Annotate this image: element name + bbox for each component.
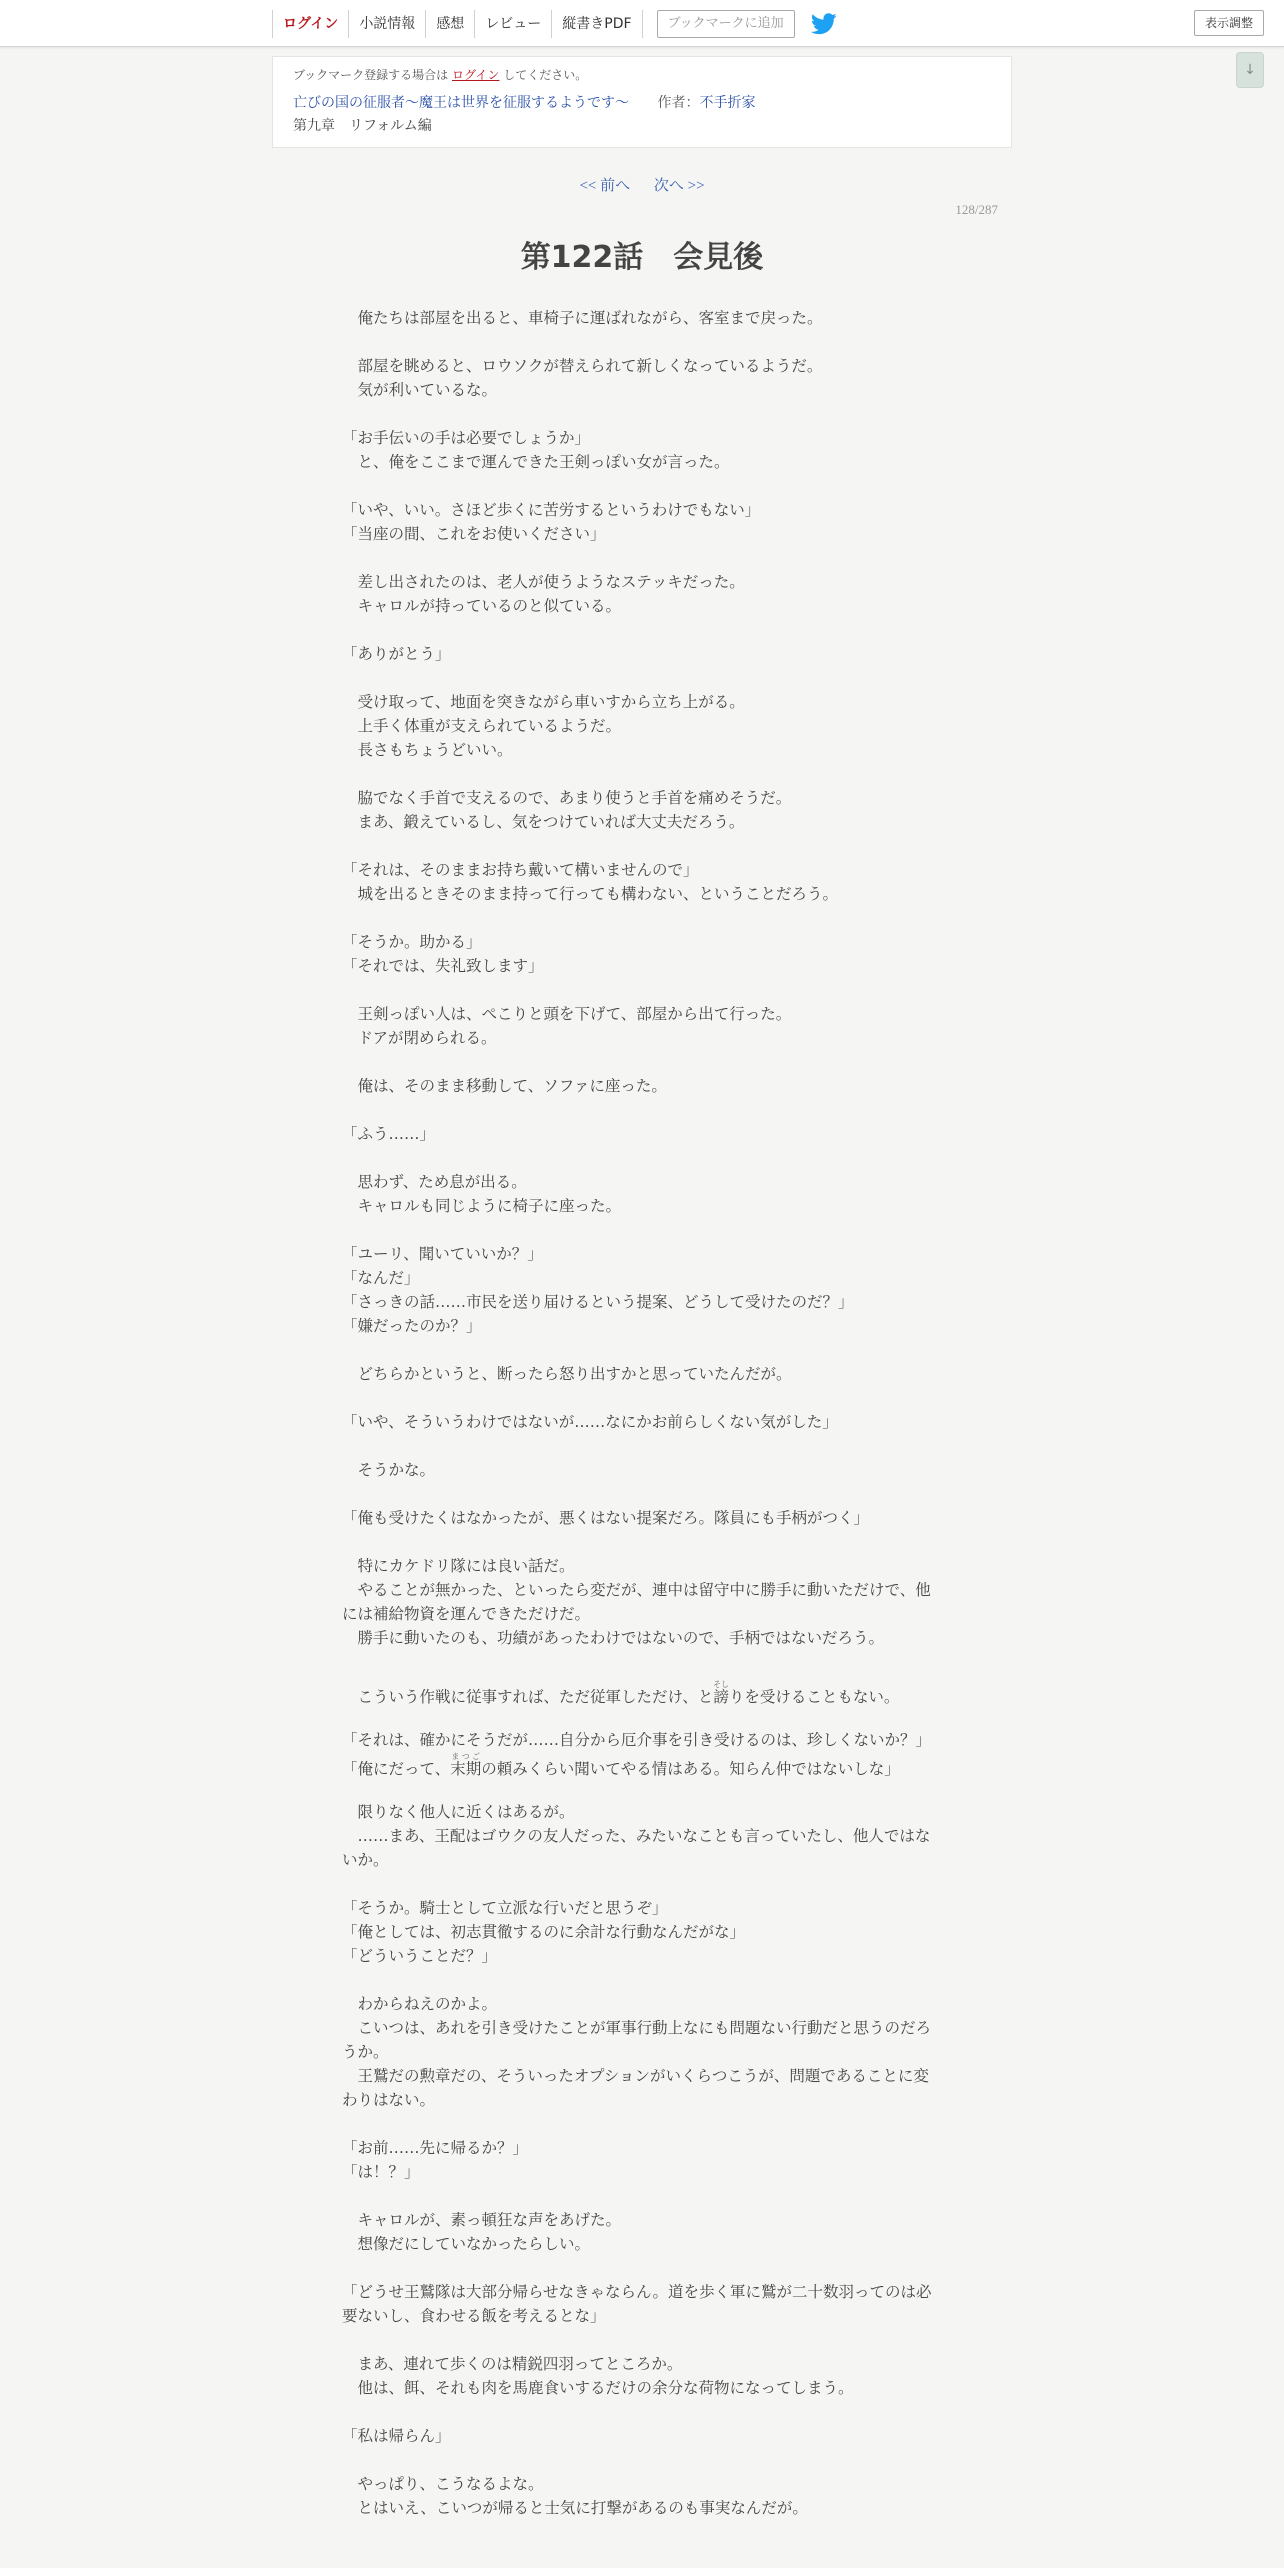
- body-line: 「俺としては、初志貫徹するのに余計な行動なんだがな」: [342, 1923, 746, 1941]
- nav-novel-info-link[interactable]: 小説情報: [348, 10, 425, 38]
- main-nav: [272, 10, 837, 38]
- body-line: 俺たちは部屋を出ると、車椅子に運ばれながら、客室まで戻った。: [342, 309, 823, 327]
- blank-line: [342, 402, 942, 426]
- body-line: ドアが閉められる。: [342, 1029, 497, 1047]
- body-line-ruby: [342, 1680, 942, 1704]
- ruby-line-after: の頼みくらい聞いてやる情はある。知らん仲ではないしな」: [481, 1760, 900, 1778]
- bookmark-login-notice: [293, 65, 991, 85]
- blank-line: [342, 546, 942, 570]
- prev-episode-link[interactable]: << 前へ: [579, 178, 631, 194]
- bookmark-login-link[interactable]: ログイン: [452, 68, 500, 82]
- ruby-base: 末期: [450, 1760, 482, 1778]
- author-link[interactable]: 不手折家: [699, 95, 756, 111]
- body-line: 限りなく他人に近くはあるが。: [342, 1803, 575, 1821]
- body-line: 城を出るときそのまま持って行っても構わない、ということだろう。: [342, 885, 839, 903]
- body-line: 脇でなく手首で支えるので、あまり使うと手首を痛めそうだ。: [342, 789, 792, 807]
- body-line: まあ、鍛えているし、気をつけていれば大丈夫だろう。: [342, 813, 745, 831]
- novel-info-box: [272, 56, 1012, 148]
- body-line: そうかな。: [342, 1461, 436, 1479]
- blank-line: [342, 1872, 942, 1896]
- body-line: 「ありがとう」: [342, 645, 451, 663]
- blank-line: [342, 2448, 942, 2472]
- next-episode-link[interactable]: 次へ >>: [653, 178, 705, 194]
- blank-line: [342, 1530, 942, 1554]
- body-line: 長さもちょうどいい。: [342, 741, 513, 759]
- body-line: 王鷲だの勲章だの、そういったオプションがいくらつこうが、問題であることに変わりはない。: [342, 2067, 929, 2109]
- body-line: 「は！？」: [342, 2163, 420, 2181]
- body-line: 「それは、確かにそうだが……自分から厄介事を引き受けるのは、珍しくないか？」: [342, 1731, 932, 1749]
- body-line: 「どういうことだ？」: [342, 1947, 498, 1965]
- body-line: 想像だにしていなかったらしい。: [342, 2235, 591, 2253]
- body-line: とはいえ、こいつが帰ると士気に打撃があるのも事実なんだが。: [342, 2499, 808, 2517]
- body-line: 特にカケドリ隊には良い話だ。: [342, 1557, 575, 1575]
- novel-title-link[interactable]: 亡びの国の征服者～魔王は世界を征服するようです～: [293, 95, 629, 111]
- blank-line: [342, 2184, 942, 2208]
- body-line: キャロルが、素っ頓狂な声をあげた。: [342, 2211, 622, 2229]
- body-line: 「お手伝いの手は必要でしょうか」: [342, 429, 591, 447]
- body-line: 「ふう……」: [342, 1125, 436, 1143]
- body-line-ruby: [342, 1752, 942, 1776]
- top-navigation-bar: [0, 0, 1284, 47]
- blank-line: [342, 1482, 942, 1506]
- episode-count: 128/287: [955, 202, 998, 217]
- blank-line: [342, 2112, 942, 2136]
- display-settings-button[interactable]: 表示調整: [1194, 10, 1264, 36]
- author-label: 作者：: [657, 95, 700, 111]
- body-line: 「そうか。騎士として立派な行いだと思うぞ」: [342, 1899, 668, 1917]
- add-bookmark-button[interactable]: ブックマークに追加: [657, 10, 795, 38]
- body-line: どちらかというと、断ったら怒り出すかと思っていたんだが。: [342, 1365, 792, 1383]
- body-line: わからねえのかよ。: [342, 1995, 498, 2013]
- blank-line: [342, 1146, 942, 1170]
- body-line: 「さっきの話……市民を送り届けるという提案、どうして受けたのだ？」: [342, 1293, 854, 1311]
- blank-line: [342, 1218, 942, 1242]
- body-line: やることが無かった、といったら変だが、連中は留守中に勝手に動いただけで、他には補給物資を運んできただけだ。: [342, 1581, 931, 1623]
- blank-line: [342, 906, 942, 930]
- blank-line: [342, 834, 942, 858]
- blank-line: [342, 330, 942, 354]
- ruby-line-before: こういう作戦に従事すれば、ただ従軍しただけ、と: [342, 1688, 714, 1706]
- body-line: 「嫌だったのか？」: [342, 1317, 482, 1335]
- episode-pager: [0, 174, 1284, 195]
- blank-line: [342, 1098, 942, 1122]
- twitter-bird-icon[interactable]: [811, 13, 837, 35]
- body-line: 思わず、ため息が出る。: [342, 1173, 527, 1191]
- body-line: 「いや、いい。さほど歩くに苦労するというわけでもない」: [342, 501, 761, 519]
- body-line: 差し出されたのは、老人が使うようなステッキだった。: [342, 573, 745, 591]
- body-line: 「私は帰らん」: [342, 2427, 451, 2445]
- novel-title-row: [293, 91, 991, 115]
- body-line: 他は、餌、それも肉を馬鹿食いするだけの余分な荷物になってしまう。: [342, 2379, 854, 2397]
- ruby-line-after: りを受けることもない。: [728, 1688, 900, 1706]
- blank-line: [342, 474, 942, 498]
- body-line: 「そうか。助かる」: [342, 933, 482, 951]
- bookmark-notice-prefix: ブックマーク登録する場合は: [293, 68, 449, 82]
- blank-line: [342, 2328, 942, 2352]
- body-line: 勝手に動いたのも、功績があったわけではないので、手柄ではないだろう。: [342, 1629, 885, 1647]
- ruby-annotation: [450, 1752, 482, 1778]
- body-line: 「お前……先に帰るか？」: [342, 2139, 529, 2157]
- blank-line: [342, 978, 942, 1002]
- body-line: 俺は、そのまま移動して、ソファに座った。: [342, 1077, 667, 1095]
- body-line: と、俺をここまで運んできた王剣っぽい女が言った。: [342, 453, 730, 471]
- body-line: 部屋を眺めると、ロウソクが替えられて新しくなっているようだ。: [342, 357, 823, 375]
- body-line: 「それでは、失礼致します」: [342, 957, 544, 975]
- body-line: こいつは、あれを引き受けたことが軍事行動上なにも問題ない行動だと思うのだろうか。: [342, 2019, 932, 2061]
- blank-line: [342, 1386, 942, 1410]
- blank-line: [342, 762, 942, 786]
- novel-body: [342, 306, 942, 2520]
- body-line: 「当座の間、これをお使いください」: [342, 525, 606, 543]
- blank-line: [342, 1434, 942, 1458]
- body-line: 王剣っぽい人は、ぺこりと頭を下げて、部屋から出て行った。: [342, 1005, 792, 1023]
- body-line: 「なんだ」: [342, 1269, 420, 1287]
- body-line: 「それは、そのままお持ち戴いて構いませんので」: [342, 861, 699, 879]
- blank-line: [342, 1968, 942, 1992]
- body-line: キャロルが持っているのと似ている。: [342, 597, 622, 615]
- blank-line: [342, 1650, 942, 1674]
- body-line: 「いや、そういうわけではないが……なにかお前らしくない気がした」: [342, 1413, 838, 1431]
- ruby-base: 謗: [713, 1688, 730, 1706]
- ruby-line-before: 「俺にだって、: [342, 1760, 451, 1778]
- ruby-reading: まつご: [450, 1752, 482, 1761]
- body-line: 「どうせ王鷲隊は大部分帰らせなきゃならん。道を歩く軍に鷲が二十数羽ってのは必要ないし、食わせる飯を考えるとな」: [342, 2283, 932, 2325]
- scroll-down-button[interactable]: ↓: [1236, 52, 1264, 88]
- body-line: 気が利いているな。: [342, 381, 498, 399]
- body-line: 「ユーリ、聞いていいか？」: [342, 1245, 543, 1263]
- episode-title: 第122話 会見後: [520, 240, 764, 275]
- blank-line: [342, 1050, 942, 1074]
- body-line: 上手く体重が支えられているようだ。: [342, 717, 622, 735]
- body-line: まあ、連れて歩くのは精鋭四羽ってところか。: [342, 2355, 683, 2373]
- blank-line: [342, 2400, 942, 2424]
- body-line: キャロルも同じように椅子に座った。: [342, 1197, 622, 1215]
- nav-pdf-link[interactable]: 縦書きPDF: [551, 10, 642, 38]
- body-line: やっぱり、こうなるよな。: [342, 2475, 544, 2493]
- blank-line: [342, 618, 942, 642]
- ruby-reading: そし: [713, 1680, 730, 1689]
- ruby-annotation: [713, 1680, 730, 1706]
- body-line: 「俺も受けたくはなかったが、悪くはない提案だろ。隊員にも手柄がつく」: [342, 1509, 870, 1527]
- blank-line: [342, 1338, 942, 1362]
- body-line: 受け取って、地面を突きながら車いすから立ち上がる。: [342, 693, 745, 711]
- body-line: ……まあ、王配はゴウクの友人だった、みたいなことも言っていたし、他人ではないか。: [342, 1827, 931, 1869]
- chapter-group-label: 第九章 リフォルム編: [293, 118, 432, 134]
- nav-impressions-link[interactable]: 感想: [425, 10, 474, 38]
- nav-login-link[interactable]: ログイン: [272, 10, 348, 38]
- bookmark-notice-suffix: してください。: [503, 68, 588, 82]
- blank-line: [342, 666, 942, 690]
- nav-review-link[interactable]: レビュー: [474, 10, 551, 38]
- blank-line: [342, 2256, 942, 2280]
